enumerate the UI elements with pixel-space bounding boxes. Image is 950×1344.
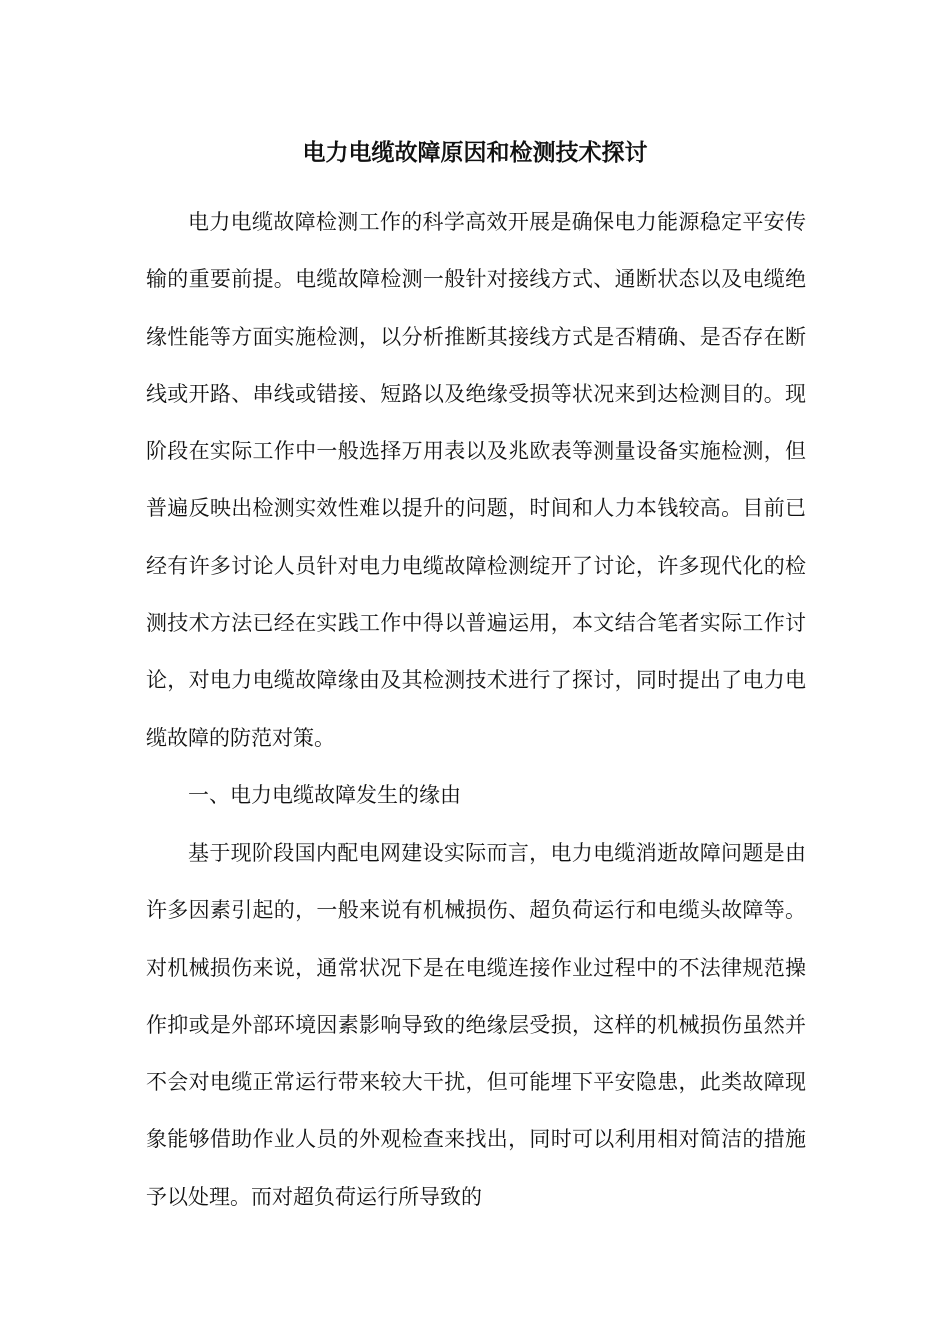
section-heading: 一、电力电缆故障发生的缘由 bbox=[188, 783, 461, 807]
intro-paragraph: 电力电缆故障检测工作的科学高效开展是确保电力能源稳定平安传输的重要前提。电缆故障检测一般针对接线方式、通断状态以及电缆绝缘性能等方面实施检测，以分析推断其接线方式是否精确、是否存在断线或开路、串线或错接、短路以及绝缘受损等状况来到达检测目的。现阶段在实际工作中一般选择万用表以及兆欧表等测量设备实施检测，但普遍反映出检测实效性难以提升的问题，时间和人力本钱较高。目前已经有许多讨论人员针对电力电缆故障检测绽开了讨论，许多现代化的检测技术方法已经在实践工作中得以普遍运用，本文结合笔者实际工作讨论，对电力电缆故障缘由及其检测技术进行了探讨，同时提出了电力电缆故障的防范对策。 bbox=[146, 210, 806, 750]
section-paragraph: 基于现阶段国内配电网建设实际而言，电力电缆消逝故障问题是由许多因素引起的，一般来说有机械损伤、超负荷运行和电缆头故障等。对机械损伤来说，通常状况下是在电缆连接作业过程中的不法律规范操作抑或是外部环境因素影响导致的绝缘层受损，这样的机械损伤虽然并不会对电缆正常运行带来较大干扰，但可能埋下平安隐患，此类故障现象能够借助作业人员的外观检查来找出，同时可以利用相对简洁的措施予以处理。而对超负荷运行所导致的 bbox=[146, 841, 806, 1209]
document-title: 电力电缆故障原因和检测技术探讨 bbox=[302, 139, 648, 166]
